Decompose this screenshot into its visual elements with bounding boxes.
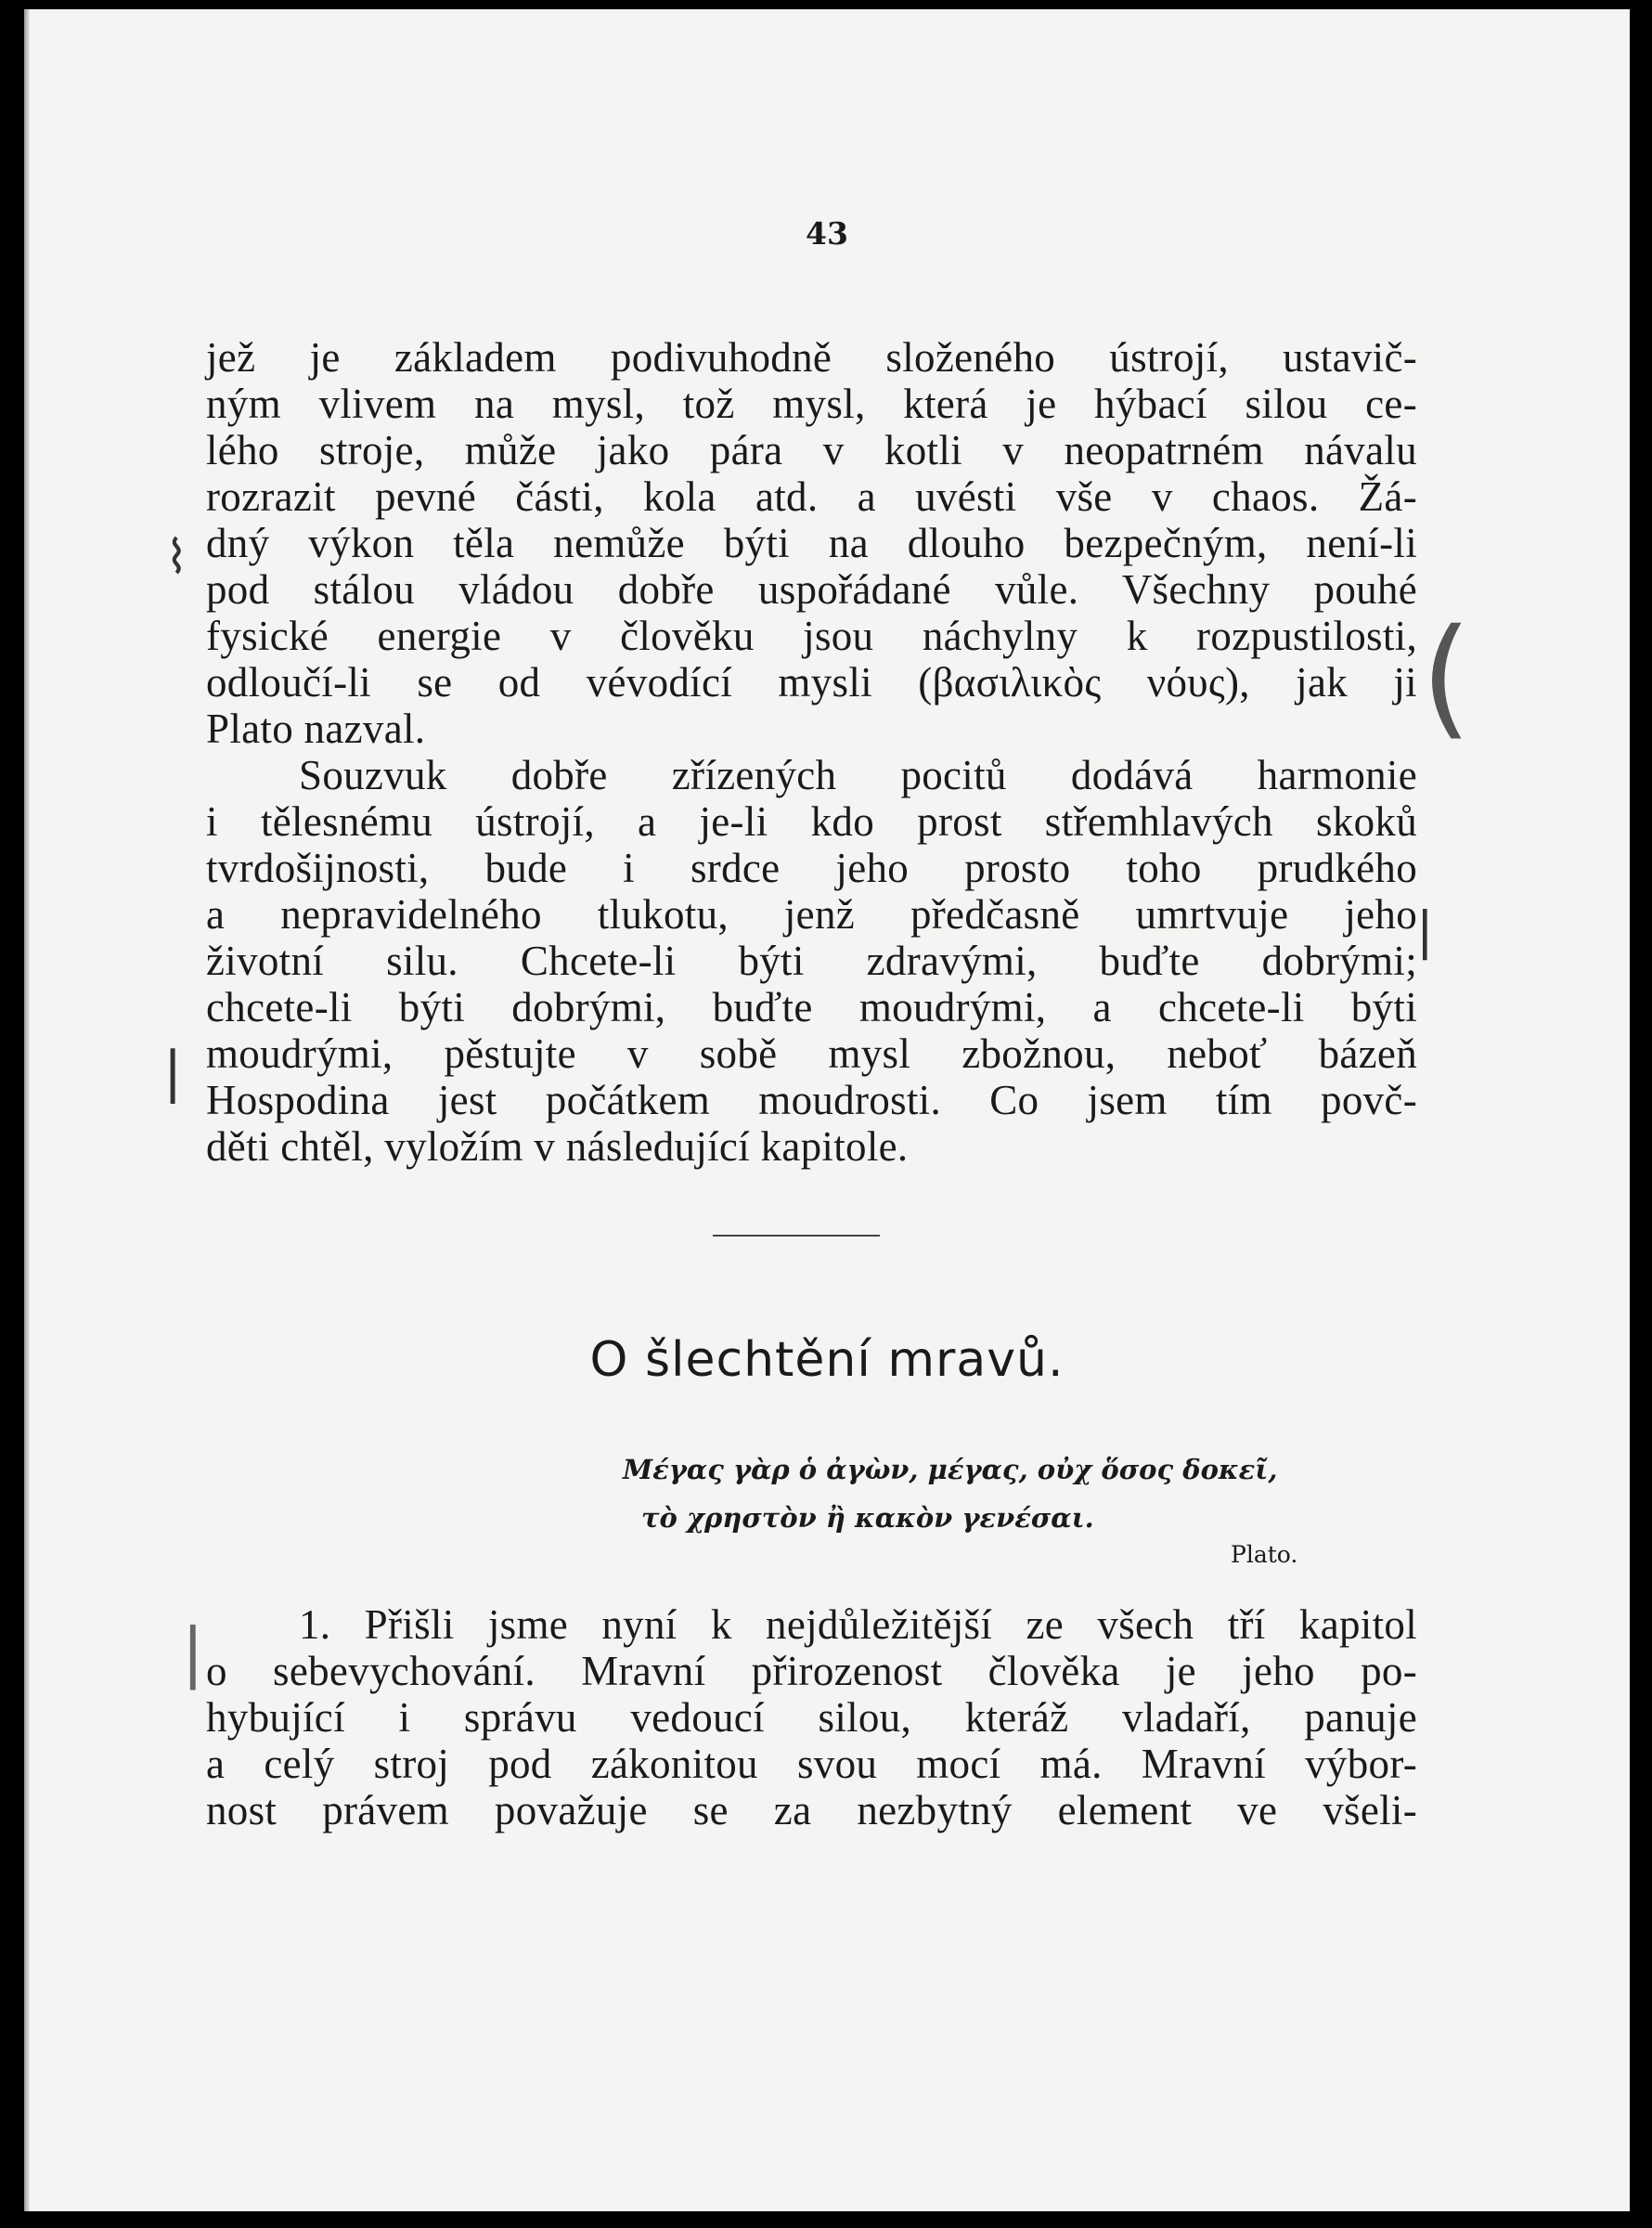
text-line: chcete-li býti dobrými, buďte moudrými, a chcete-li býti: [206, 984, 1417, 1030]
text-line: nost právem považuje se za nezbytný element ve všeli-: [206, 1787, 1417, 1833]
text-line: i tělesnému ústrojí, a je-li kdo prost střemhlavých skoků: [206, 798, 1417, 845]
text-line: děti chtěl, vyložím v následující kapitole.: [206, 1123, 909, 1170]
text-line: lého stroje, může jako pára v kotli v neopatrném návalu: [206, 427, 1417, 473]
page-number: 43: [806, 215, 848, 252]
text-line: moudrými, pěstujte v sobě mysl zbožnou, neboť bázeň: [206, 1030, 1417, 1077]
text-line: jež je základem podivuhodně složeného ústrojí, ustavič-: [206, 334, 1417, 381]
binding-edge: [24, 9, 30, 2211]
text-line: ným vlivem na mysl, tož mysl, která je hýbací silou ce-: [206, 381, 1417, 427]
text-line: hybující i správu vedoucí silou, kteráž vladaří, panuje: [206, 1694, 1417, 1741]
text-line: tvrdošijnosti, bude i srdce jeho prosto toho prudkého: [206, 845, 1417, 891]
text-line: rozrazit pevné části, kola atd. a uvésti vše v chaos. Žá-: [206, 473, 1417, 520]
text-line: fysické energie v člověku jsou náchylny k rozpustilosti,: [206, 613, 1417, 659]
pencil-mark-icon: |: [1416, 900, 1434, 960]
text-line: životní silu. Chcete-li býti zdravými, buďte dobrými;: [206, 938, 1417, 984]
paragraph-1: [206, 334, 1417, 752]
text-line: a celý stroj pod zákonitou svou mocí má. Mravní výbor-: [206, 1741, 1417, 1787]
motto-attribution: Plato.: [1231, 1541, 1298, 1568]
motto-line-1: Μέγας γὰρ ὁ ἀγὼν, μέγας, οὐχ ὅσος δοκεῖ,: [623, 1454, 1278, 1485]
motto-line-2: τὸ χρηστὸν ἢ κακὸν γενέσαι.: [641, 1502, 1094, 1534]
paragraph-2: [206, 752, 1417, 1170]
text-line: dný výkon těla nemůže býti na dlouho bezpečným, není-li: [206, 520, 1417, 566]
text-line: Hospodina jest počátkem moudrosti. Co jsem tím povč-: [206, 1077, 1417, 1123]
text-line: a nepravidelného tlukotu, jenž předčasně umrtvuje jeho: [206, 891, 1417, 938]
chapter-title: O šlechtění mravů.: [589, 1332, 1065, 1388]
text-line: Plato nazval.: [206, 706, 426, 752]
pencil-mark-icon: ⌇: [165, 530, 188, 584]
text-line: pod stálou vládou dobře uspořádané vůle. Všechny pouhé: [206, 566, 1417, 613]
text-line: o sebevychování. Mravní přirozenost člověka je jeho po-: [206, 1648, 1417, 1694]
pencil-mark-icon: |: [163, 1040, 183, 1105]
text-line: Souzvuk dobře zřízených pocitů dodává harmonie: [299, 752, 1417, 798]
text-line: 1. Přišli jsme nyní k nejdůležitější ze všech tří kapitol: [299, 1601, 1417, 1648]
book-page: [24, 9, 1630, 2211]
text-line: odloučí-li se od vévodící mysli (βασιλικὸς νόυς), jak ji: [206, 659, 1417, 706]
pencil-bracket-icon: (: [1421, 602, 1472, 753]
paragraph-3: [206, 1601, 1417, 1833]
section-divider: [713, 1235, 880, 1237]
pencil-mark-icon: |: [182, 1614, 204, 1690]
